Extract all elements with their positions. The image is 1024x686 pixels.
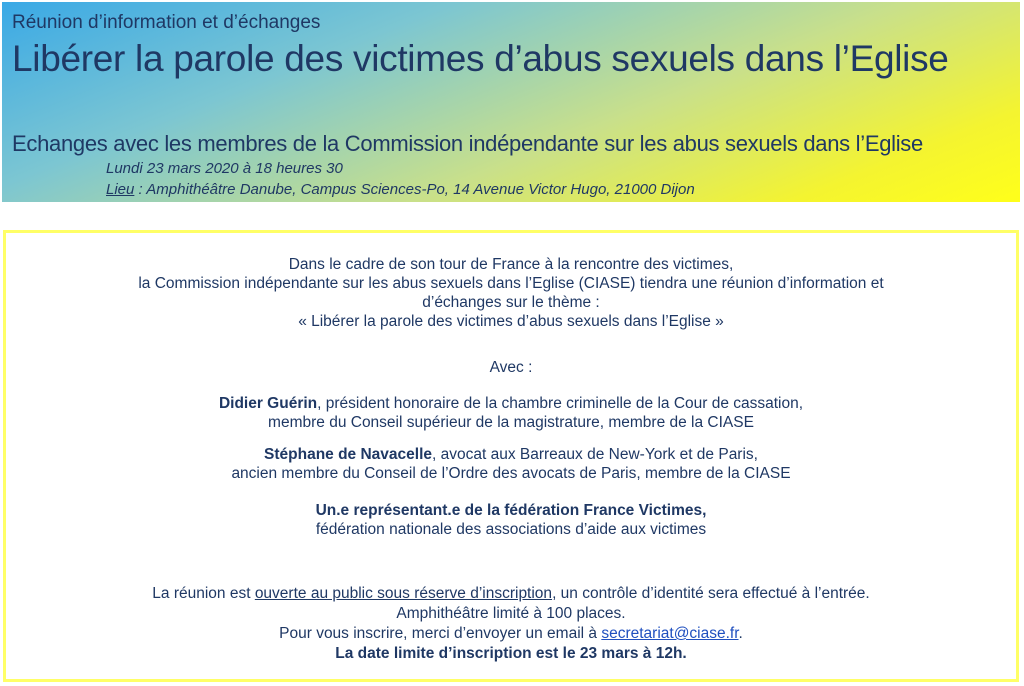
speaker-entry	[6, 445, 1016, 483]
registration-info	[6, 584, 1016, 664]
speaker-name: Un.e représentant.e de la fédération France Victimes,	[315, 502, 707, 519]
speaker-role-line: fédération nationale des associations d’aide aux victimes	[315, 521, 707, 538]
speaker-role: , avocat aux Barreaux de New-York et de Paris,	[432, 446, 758, 463]
registration-text: .	[738, 625, 743, 642]
info-box	[3, 230, 1019, 682]
speaker-role: , président honoraire de la chambre criminelle de la Cour de cassation,	[317, 395, 804, 412]
speaker-role-line: membre du Conseil supérieur de la magistrature, membre de la CIASE	[268, 414, 754, 431]
intro-line: la Commission indépendante sur les abus sexuels dans l’Eglise (CIASE) tiendra une réunion d’information et	[138, 275, 884, 292]
event-date: Lundi 23 mars 2020 à 18 heures 30	[106, 160, 343, 177]
header-banner	[2, 2, 1020, 202]
with-label: Avec :	[489, 359, 533, 376]
intro-paragraph	[6, 255, 1016, 331]
event-venue	[106, 181, 695, 198]
registration-text: , un contrôle d’identité sera effectué à l’entrée.	[552, 585, 870, 602]
public-access-note: ouverte au public sous réserve d’inscription	[254, 585, 553, 602]
deadline-note: La date limite d’inscription est le 23 mars à 12h.	[335, 645, 687, 662]
event-kicker: Réunion d’information et d’échanges	[12, 12, 321, 33]
intro-line: Dans le cadre de son tour de France à la rencontre des victimes,	[288, 256, 734, 273]
registration-text: La réunion est	[152, 585, 255, 602]
intro-theme: « Libérer la parole des victimes d’abus sexuels dans l’Eglise »	[298, 313, 724, 330]
speaker-name: Didier Guérin	[218, 395, 318, 412]
page-title: Libérer la parole des victimes d’abus sexuels dans l’Eglise	[12, 38, 949, 79]
event-subtitle: Echanges avec les membres de la Commission indépendante sur les abus sexuels dans l’Eglise	[12, 131, 923, 156]
capacity-note: Amphithéâtre limité à 100 places.	[396, 605, 626, 622]
speaker-name: Stéphane de Navacelle	[264, 446, 433, 463]
venue-label: Lieu	[106, 181, 135, 198]
email-link[interactable]: secretariat@ciase.fr	[601, 625, 739, 642]
speaker-entry	[6, 501, 1016, 539]
speaker-role-line: ancien membre du Conseil de l’Ordre des avocats de Paris, membre de la CIASE	[231, 465, 791, 482]
speaker-entry	[6, 394, 1016, 432]
venue-text: : Amphithéâtre Danube, Campus Sciences-Po, 14 Avenue Victor Hugo, 21000 Dijon	[134, 181, 695, 198]
registration-text: Pour vous inscrire, merci d’envoyer un email à	[279, 625, 602, 642]
intro-line: d’échanges sur le thème :	[422, 294, 600, 311]
